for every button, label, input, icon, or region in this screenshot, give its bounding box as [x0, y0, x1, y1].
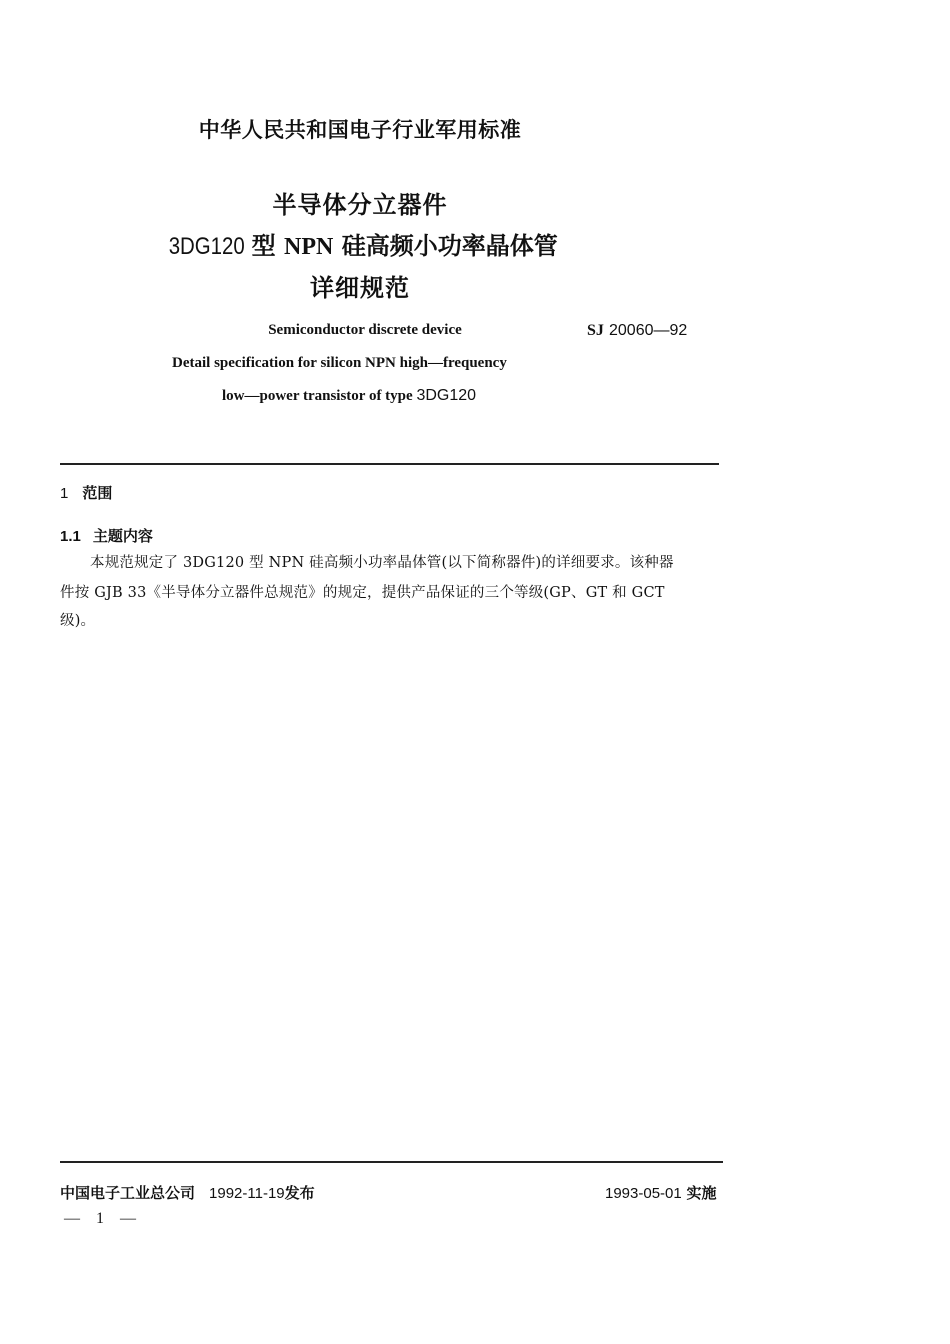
title-device-desc: 硅高频小功率晶体管 [341, 232, 558, 260]
title-en-line-2: Detail specification for silicon NPN high—frequency [172, 355, 507, 371]
title-cn-line-1: 半导体分立器件 [272, 191, 448, 219]
standard-category-header: 中华人民共和国电子行业军用标准 [198, 118, 522, 142]
section-heading-1 [60, 482, 112, 503]
implement-date: 1993-05-01 [605, 1185, 682, 1202]
title-cn-line-3: 详细规范 [310, 274, 410, 302]
title-cn-line-2 [150, 226, 570, 261]
implement-label: 实施 [686, 1184, 717, 1202]
section-heading-1-1 [60, 525, 153, 546]
standard-number [587, 320, 687, 340]
standard-number-prefix: SJ [587, 322, 604, 339]
body-text-line: 件按 GJB 33《半导体分立器件总规范》的规定，提供产品保证的三个等级(GP、GT 和 GCT [60, 585, 665, 601]
standard-number-value: 20060—92 [609, 322, 688, 339]
issue-label: 发布 [284, 1184, 315, 1202]
body-text-line: 本规范规定了 3DG120 型 NPN 硅高频小功率晶体管(以下简称器件)的详细要求。该种器 [90, 555, 674, 571]
section-number: 1 [60, 485, 69, 502]
section-title: 主题内容 [92, 527, 153, 545]
header-divider-rule [60, 463, 719, 465]
issue-date: 1992-11-19 [209, 1185, 285, 1202]
page-number: — 1 — [64, 1210, 142, 1227]
body-text-line: 级)。 [60, 613, 96, 629]
section-title: 范围 [82, 484, 113, 502]
title-en-model: 3DG120 [416, 387, 477, 404]
footer-implementation [605, 1182, 717, 1203]
title-npn: NPN [284, 234, 334, 260]
title-type-char: 型 [251, 232, 276, 260]
title-en-line-3-text: low—power transistor of type [222, 388, 413, 404]
title-en-line-1: Semiconductor discrete device [268, 322, 462, 338]
publisher-name: 中国电子工业总公司 [60, 1184, 196, 1202]
title-en-line-3 [222, 387, 476, 405]
footer-publisher [60, 1182, 315, 1203]
section-number: 1.1 [60, 528, 81, 545]
title-model: 3DG120 [168, 233, 245, 260]
footer-divider-rule [60, 1161, 723, 1163]
